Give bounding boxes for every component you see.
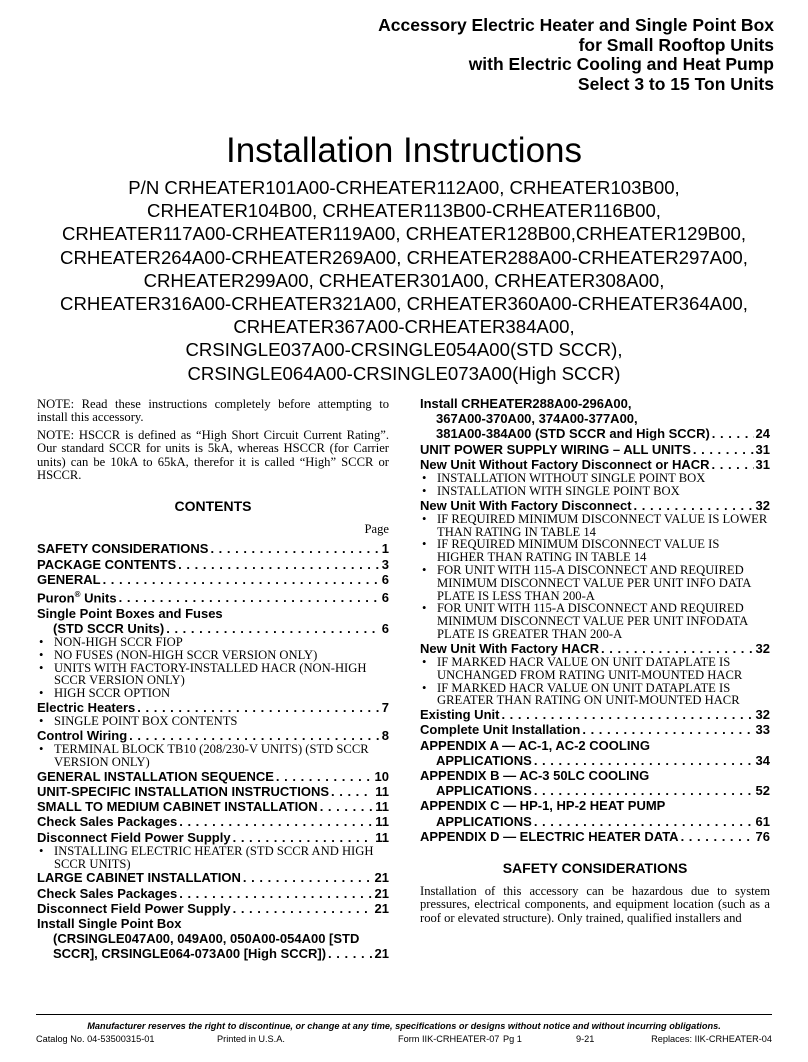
part-number-line: P/N CRHEATER101A00-CRHEATER112A00, CRHEATER103B00, bbox=[128, 177, 680, 198]
toc-bullet[interactable]: • TERMINAL BLOCK TB10 (208/230-V UNITS) (STD SCCR VERSION ONLY) bbox=[37, 743, 389, 769]
toc-entry-install-single-point-box[interactable] bbox=[37, 916, 389, 962]
toc-page: 31 bbox=[755, 441, 770, 457]
toc-bullet[interactable]: • IF MARKED HACR VALUE ON UNIT DATAPLATE IS UNCHANGED FROM RATING UNIT-MOUNTED HACR bbox=[420, 656, 770, 682]
toc-page: 76 bbox=[755, 828, 770, 844]
toc-entry-general-installation-sequence[interactable] bbox=[37, 769, 389, 784]
toc-bullet[interactable]: • NON-HIGH SCCR FIOP bbox=[37, 636, 389, 649]
note-read-instructions: NOTE: Read these instructions completely before attempting to install this accessory. bbox=[37, 397, 389, 425]
safety-heading: SAFETY CONSIDERATIONS bbox=[502, 860, 688, 876]
toc-page: 61 bbox=[755, 813, 770, 829]
document-header bbox=[174, 16, 774, 94]
toc-label: Single Point Boxes and Fuses bbox=[37, 605, 223, 621]
toc-page: 32 bbox=[755, 640, 770, 656]
toc-entry-check-sales-packages[interactable] bbox=[37, 814, 389, 829]
toc-page: 6 bbox=[381, 620, 389, 636]
toc-label: Existing Unit bbox=[420, 707, 500, 723]
toc-label: APPENDIX B — AC-3 50LC COOLING bbox=[420, 767, 650, 783]
toc-page: 21 bbox=[374, 870, 389, 886]
toc-page: 34 bbox=[755, 752, 770, 768]
toc-page: 1 bbox=[381, 541, 389, 557]
catalog-number: Catalog No. 04-53500315-01 bbox=[36, 1034, 155, 1044]
contents-page-label: Page bbox=[364, 522, 389, 537]
toc-entry-appendix-d[interactable] bbox=[420, 829, 770, 844]
part-number-line: CRHEATER299A00, CRHEATER301A00, CRHEATER308A00, bbox=[143, 269, 665, 291]
toc-page: 11 bbox=[375, 799, 389, 815]
toc-bullet[interactable]: • INSTALLATION WITHOUT SINGLE POINT BOX bbox=[420, 472, 770, 485]
part-number-line: CRSINGLE064A00-CRSINGLE073A00(High SCCR) bbox=[187, 362, 621, 384]
toc-label: SMALL TO MEDIUM CABINET INSTALLATION bbox=[37, 799, 318, 815]
toc-page: 32 bbox=[755, 497, 770, 513]
toc-page: 33 bbox=[755, 722, 770, 738]
toc-bullet[interactable]: • UNITS WITH FACTORY-INSTALLED HACR (NON-HIGH SCCR VERSION ONLY) bbox=[37, 662, 389, 688]
toc-entry-single-point-boxes[interactable] bbox=[37, 606, 389, 636]
toc-entry-check-sales-packages[interactable] bbox=[37, 886, 389, 901]
toc-bullet[interactable]: • IF REQUIRED MINIMUM DISCONNECT VALUE IS LOWER THAN RATING IN TABLE 14 bbox=[420, 513, 770, 539]
part-number-line: CRHEATER316A00-CRHEATER321A00, CRHEATER360A00-CRHEATER364A00, bbox=[60, 293, 748, 315]
toc-label: APPENDIX C — HP-1, HP-2 HEAT PUMP bbox=[420, 798, 666, 814]
toc-label: (CRSINGLE047A00, 049A00, 050A00-054A00 [STD bbox=[53, 931, 360, 947]
toc-page: 31 bbox=[755, 456, 770, 472]
toc-label: New Unit With Factory HACR bbox=[420, 640, 599, 656]
toc-label: Check Sales Packages bbox=[37, 885, 178, 901]
toc-label: Disconnect Field Power Supply bbox=[37, 900, 231, 916]
part-number-line: CRHEATER104B00, CRHEATER113B00-CRHEATER116B00, bbox=[147, 200, 661, 222]
toc-entry-puron[interactable] bbox=[37, 587, 389, 606]
part-number-line: CRHEATER367A00-CRHEATER384A00, bbox=[233, 316, 575, 338]
safety-text: Installation of this accessory can be hazardous due to system pressures, electrical components, and equipment location (such as a roof or elevated structure). Only trained, qualified installers and bbox=[420, 884, 770, 925]
toc-label: GENERAL bbox=[37, 571, 101, 587]
header-line: with Electric Cooling and Heat Pump bbox=[468, 54, 774, 74]
toc-page: 52 bbox=[755, 783, 770, 799]
toc-label: PACKAGE CONTENTS bbox=[37, 556, 177, 572]
toc-label: Disconnect Field Power Supply bbox=[37, 829, 231, 845]
page-footer bbox=[36, 1014, 772, 1048]
toc-label: GENERAL INSTALLATION SEQUENCE bbox=[37, 768, 274, 784]
toc-label: Complete Unit Installation bbox=[420, 722, 581, 738]
toc-page: 6 bbox=[381, 571, 389, 587]
toc-entry-disconnect-field-power[interactable] bbox=[37, 901, 389, 916]
toc-page: 21 bbox=[374, 946, 389, 962]
toc-entry-appendix-b[interactable] bbox=[420, 768, 770, 798]
toc-label: APPLICATIONS bbox=[436, 813, 532, 829]
toc-page: 32 bbox=[755, 707, 770, 723]
toc-entry-package[interactable] bbox=[37, 557, 389, 572]
toc-label: UNIT POWER SUPPLY WIRING – ALL UNITS bbox=[420, 441, 691, 457]
toc-page: 6 bbox=[381, 590, 389, 606]
toc-label: Install CRHEATER288A00-296A00, bbox=[420, 396, 632, 411]
toc-page: 11 bbox=[375, 814, 389, 830]
toc-bullet[interactable]: • NO FUSES (NON-HIGH SCCR VERSION ONLY) bbox=[37, 649, 389, 662]
toc-bullet[interactable]: • HIGH SCCR OPTION bbox=[37, 687, 389, 700]
revision-date: 9-21 bbox=[576, 1034, 595, 1044]
toc-entry-general[interactable] bbox=[37, 572, 389, 587]
toc-bullet[interactable]: • IF MARKED HACR VALUE ON UNIT DATAPLATE IS GREATER THAN RATING ON UNIT-MOUNTED HACR bbox=[420, 682, 770, 708]
part-number-line: CRSINGLE037A00-CRSINGLE054A00(STD SCCR), bbox=[185, 339, 623, 361]
toc-label: Check Sales Packages bbox=[37, 814, 178, 830]
toc-page: 3 bbox=[381, 556, 389, 572]
page-title: Installation Instructions bbox=[225, 131, 582, 170]
toc-label: SAFETY CONSIDERATIONS bbox=[37, 541, 209, 557]
toc-entry-new-unit-factory-hacr[interactable] bbox=[420, 641, 770, 656]
part-numbers bbox=[0, 176, 808, 385]
toc-label: New Unit With Factory Disconnect bbox=[420, 497, 632, 513]
toc-bullet[interactable]: • FOR UNIT WITH 115-A DISCONNECT AND REQUIRED MINIMUM DISCONNECT VALUE PER UNIT INFODATA PLATE IS GREATER THAN 200-A bbox=[420, 602, 770, 640]
toc-label: UNIT-SPECIFIC INSTALLATION INSTRUCTIONS bbox=[37, 783, 330, 799]
footer-disclaimer: Manufacturer reserves the right to discontinue, or change at any time, specifications or designs without notice and without incurring obligations. bbox=[87, 1021, 721, 1031]
toc-entry-safety[interactable] bbox=[37, 541, 389, 556]
left-column bbox=[37, 398, 389, 962]
toc-label: APPLICATIONS bbox=[436, 752, 532, 768]
toc-entry-existing-unit[interactable] bbox=[420, 707, 770, 722]
toc-entry-small-medium-cabinet[interactable] bbox=[37, 799, 389, 814]
toc-bullet[interactable]: • INSTALLING ELECTRIC HEATER (STD SCCR AND HIGH SCCR UNITS) bbox=[37, 845, 389, 871]
toc-entry-electric-heaters[interactable] bbox=[37, 700, 389, 715]
toc-entry-large-cabinet[interactable] bbox=[37, 870, 389, 885]
toc-page: 11 bbox=[375, 829, 389, 845]
toc-bullet[interactable]: • SINGLE POINT BOX CONTENTS bbox=[37, 715, 389, 728]
toc-entry-appendix-a[interactable] bbox=[420, 738, 770, 768]
toc-label: 367A00-370A00, 374A00-377A00, bbox=[436, 411, 638, 427]
toc-page: 8 bbox=[381, 727, 389, 743]
page-number: Pg 1 bbox=[503, 1034, 522, 1044]
toc-bullet[interactable]: • FOR UNIT WITH 115-A DISCONNECT AND REQUIRED MINIMUM DISCONNECT VALUE PER UNIT INFO DATA PLATE IS LESS THAN 200-A bbox=[420, 564, 770, 602]
toc-entry-control-wiring[interactable] bbox=[37, 728, 389, 743]
right-column bbox=[420, 396, 770, 925]
toc-entry-appendix-c[interactable] bbox=[420, 798, 770, 828]
note-hsccr-definition: NOTE: HSCCR is defined as “High Short Circuit Current Rating”. Our standard SCCR for units is 5kA, whereas HSCCR (for Carrier units) can be 10kA to 65kA, therefor it is called “High” SCCR or HSCCR. bbox=[37, 427, 389, 483]
toc-entry-disconnect-field-power[interactable] bbox=[37, 830, 389, 845]
form-number: Form IIK-CRHEATER-07 bbox=[398, 1034, 500, 1044]
toc-entry-complete-unit[interactable] bbox=[420, 722, 770, 737]
toc-label: APPENDIX A — AC-1, AC-2 COOLING bbox=[420, 737, 650, 753]
toc-label: APPENDIX D — ELECTRIC HEATER DATA bbox=[420, 828, 679, 844]
toc-page: 11 bbox=[375, 783, 389, 799]
toc-entry-unit-power-supply[interactable] bbox=[420, 442, 770, 457]
toc-label: LARGE CABINET INSTALLATION bbox=[37, 870, 241, 886]
toc-entry-unit-specific[interactable] bbox=[37, 784, 389, 799]
toc-page: 21 bbox=[374, 885, 389, 901]
toc-entry-new-unit-factory-disconnect[interactable] bbox=[420, 498, 770, 513]
printed-in: Printed in U.S.A. bbox=[217, 1034, 285, 1044]
toc-bullet[interactable]: • IF REQUIRED MINIMUM DISCONNECT VALUE IS HIGHER THAN RATING IN TABLE 14 bbox=[420, 538, 770, 564]
header-line: Accessory Electric Heater and Single Point Box bbox=[378, 15, 774, 35]
toc-bullet[interactable]: • INSTALLATION WITH SINGLE POINT BOX bbox=[420, 485, 770, 498]
toc-entry-install-crheater[interactable] bbox=[420, 396, 770, 442]
toc-label: Puron® Units bbox=[37, 590, 117, 606]
toc-label: (STD SCCR Units) bbox=[53, 620, 165, 636]
toc-label: SCCR], CRSINGLE064-073A00 [High SCCR]) bbox=[53, 946, 327, 962]
toc-label: Electric Heaters bbox=[37, 699, 136, 715]
toc-entry-new-unit-without-disconnect[interactable] bbox=[420, 457, 770, 472]
contents-heading: CONTENTS bbox=[174, 498, 252, 515]
header-line: for Small Rooftop Units bbox=[578, 34, 774, 55]
toc-label: APPLICATIONS bbox=[436, 783, 532, 799]
replaces: Replaces: IIK-CRHEATER-04 bbox=[651, 1034, 772, 1044]
toc-label: 381A00-384A00 (STD SCCR and High SCCR) bbox=[436, 426, 710, 442]
toc-page: 10 bbox=[374, 768, 389, 784]
part-number-line: CRHEATER264A00-CRHEATER269A00, CRHEATER288A00-CRHEATER297A00, bbox=[60, 246, 748, 268]
part-number-line: CRHEATER117A00-CRHEATER119A00, CRHEATER128B00,CRHEATER129B00, bbox=[61, 223, 747, 245]
toc-label: New Unit Without Factory Disconnect or HACR bbox=[420, 456, 710, 472]
toc-page: 21 bbox=[374, 900, 389, 916]
toc-page: 7 bbox=[381, 699, 389, 715]
header-line: Select 3 to 15 Ton Units bbox=[577, 73, 774, 94]
toc-label: Install Single Point Box bbox=[37, 915, 182, 931]
toc-page: 24 bbox=[755, 426, 770, 442]
toc-label: Control Wiring bbox=[37, 727, 128, 743]
